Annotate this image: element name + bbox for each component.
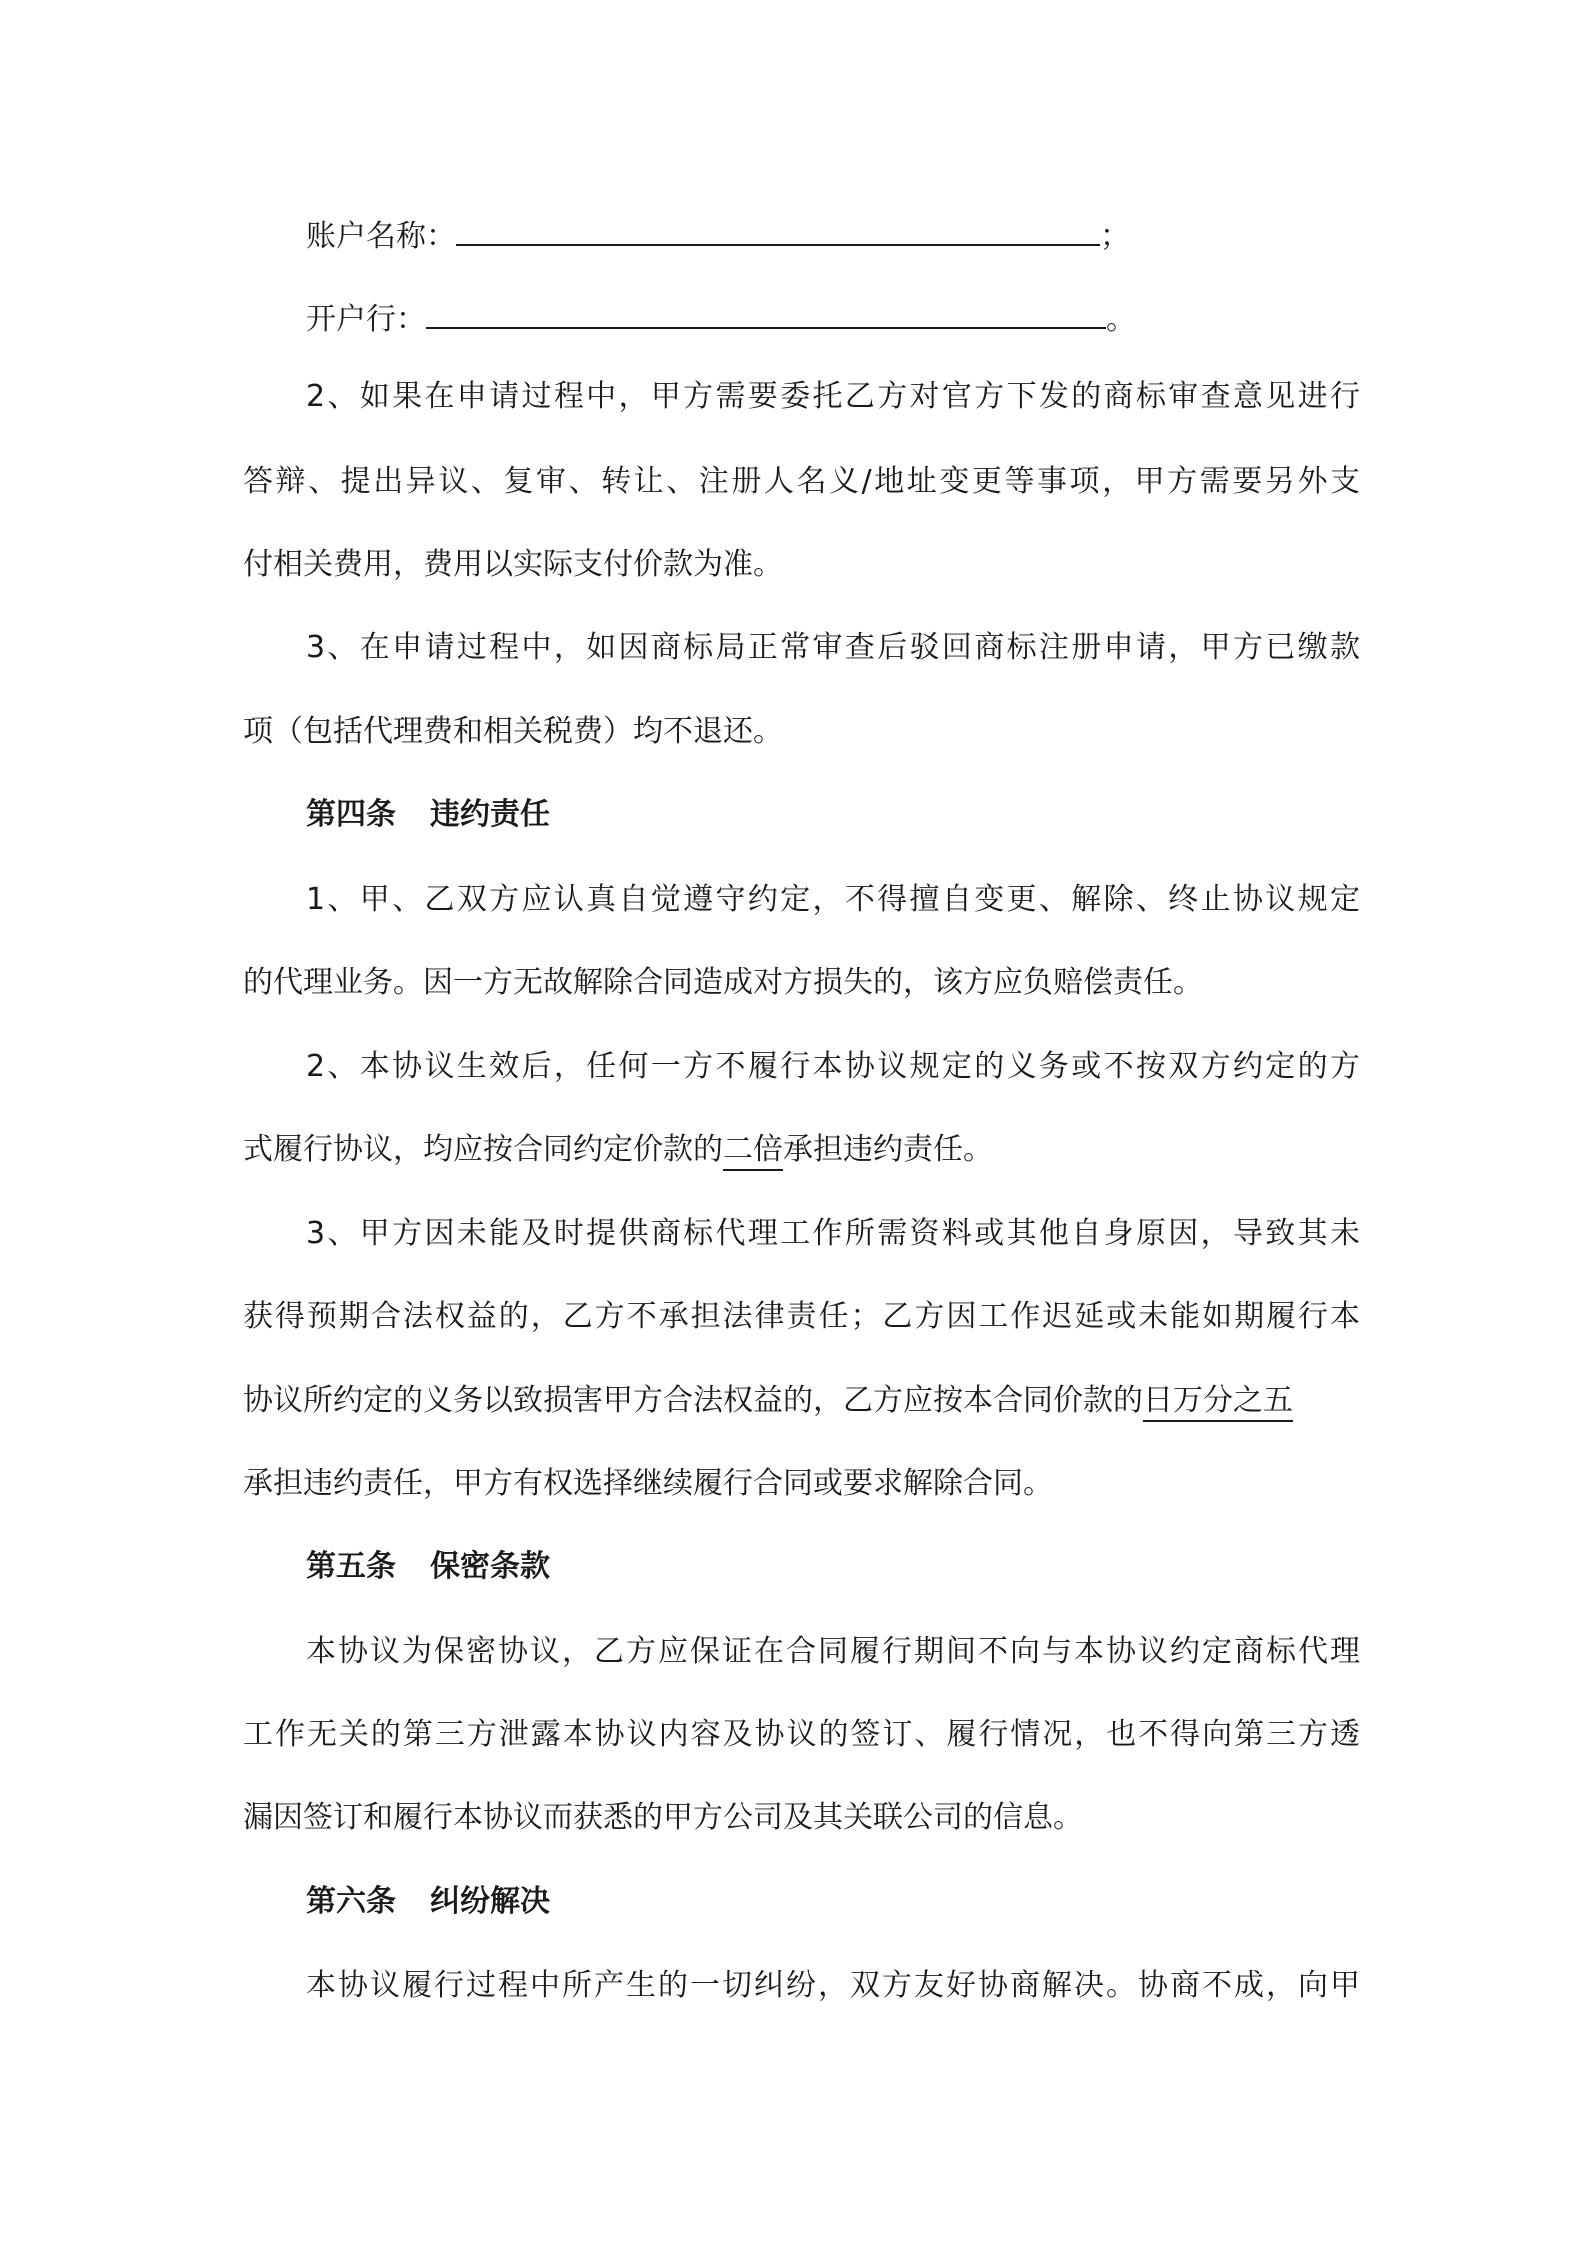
- art4-c1-line-2: 的代理业务。因一方无故解除合同造成对方损失的，该方应负赔偿责任。: [243, 965, 1203, 1000]
- p2-line-2: 答辩、提出异议、复审、转让、注册人名义/地址变更等事项，甲方需要另外支: [243, 464, 1360, 499]
- account-name-line: [306, 210, 1423, 257]
- account-name-blank: [456, 210, 1100, 246]
- art4-c3-line-3: [243, 1381, 1360, 1421]
- daily-rate-underlined: 日万分之五: [1143, 1383, 1293, 1422]
- article-4-title: 违约责任: [430, 797, 550, 832]
- art4-c3-line-2: 获得预期合法权益的，乙方不承担法律责任；乙方因工作迟延或未能如期履行本: [243, 1299, 1360, 1334]
- article-5-number: 第五条: [306, 1549, 396, 1584]
- bank-end: 。: [1106, 302, 1136, 337]
- art5-line-3: 漏因签订和履行本协议而获悉的甲方公司及其关联公司的信息。: [243, 1800, 1083, 1835]
- art4-c3-line-1: 3、甲方因未能及时提供商标代理工作所需资料或其他自身原因，导致其未: [306, 1216, 1360, 1251]
- art4-c2-text-b: 承担违约责任。: [783, 1132, 993, 1167]
- p2-line-3: 付相关费用，费用以实际支付价款为准。: [243, 547, 783, 582]
- p3-line-2: 项（包括代理费和相关税费）均不退还。: [243, 714, 783, 749]
- art4-c2-line-1: 2、本协议生效后，任何一方不履行本协议规定的义务或不按双方约定的方: [306, 1049, 1360, 1084]
- bank-label: 开户行：: [306, 302, 426, 337]
- art4-c3-text-a: 协议所约定的义务以致损害甲方合法权益的，乙方应按本合同价款的: [243, 1383, 1143, 1418]
- art4-c1-line-1: 1、甲、乙双方应认真自觉遵守约定，不得擅自变更、解除、终止协议规定: [306, 882, 1360, 917]
- art4-c2-text-a: 式履行协议，均应按合同约定价款的: [243, 1132, 723, 1167]
- article-5-title: 保密条款: [430, 1549, 550, 1584]
- art5-line-2: 工作无关的第三方泄露本协议内容及协议的签订、履行情况，也不得向第三方透: [243, 1717, 1360, 1752]
- article-6-title: 纠纷解决: [430, 1884, 550, 1919]
- article-4-number: 第四条: [306, 797, 396, 832]
- p3-line-1: 3、在申请过程中，如因商标局正常审查后驳回商标注册申请，甲方已缴款: [306, 630, 1360, 665]
- bank-blank: [426, 293, 1106, 329]
- p2-line-1: 2、如果在申请过程中，甲方需要委托乙方对官方下发的商标审查意见进行: [306, 379, 1360, 414]
- account-name-end: ；: [1100, 219, 1130, 254]
- account-name-label: 账户名称：: [306, 219, 456, 254]
- double-amount-underlined: 二倍: [723, 1132, 783, 1171]
- article-6-heading: [306, 1882, 1423, 1922]
- art4-c2-line-2: [243, 1130, 1360, 1170]
- bank-line: [306, 293, 1423, 340]
- article-5-heading: [306, 1547, 1423, 1587]
- article-4-heading: [306, 795, 1423, 835]
- art4-c3-line-4: 承担违约责任，甲方有权选择继续履行合同或要求解除合同。: [243, 1466, 1053, 1501]
- art6-line-1: 本协议履行过程中所产生的一切纠纷，双方友好协商解决。协商不成，向甲: [306, 1968, 1360, 2003]
- art5-line-1: 本协议为保密协议，乙方应保证在合同履行期间不向与本协议约定商标代理: [306, 1634, 1360, 1669]
- article-6-number: 第六条: [306, 1884, 396, 1919]
